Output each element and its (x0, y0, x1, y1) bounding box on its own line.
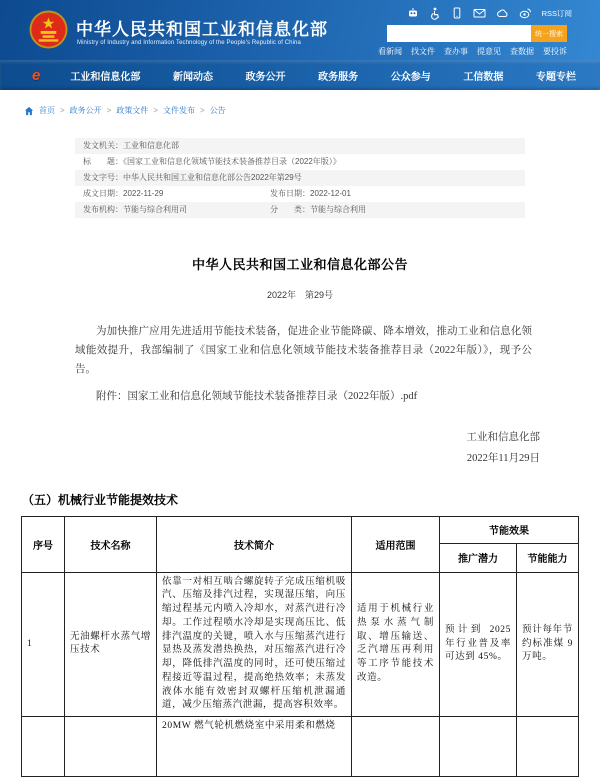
quick-link-complaint[interactable]: 要投诉 (543, 47, 567, 56)
announcement-number: 2022年 第29号 (266, 290, 334, 300)
cell-potential (440, 717, 517, 777)
energy-saving-tech-table (21, 516, 579, 777)
meta-value: 工业和信息化部 (123, 141, 179, 150)
meta-row-title (75, 154, 525, 170)
col-header-capability: 节能能力 (517, 543, 579, 572)
breadcrumb-policy-files[interactable]: 政策文件 (116, 106, 149, 115)
unified-search (387, 25, 567, 42)
breadcrumb-gov-disclosure[interactable]: 政务公开 (69, 106, 102, 115)
document-meta-table (75, 138, 525, 218)
weibo-icon[interactable] (519, 7, 532, 19)
cell-tech-intro: 20MW 燃气轮机燃烧室中采用柔和燃烧 (157, 717, 352, 777)
search-button[interactable]: 统一搜索 (531, 25, 567, 42)
site-title: 中华人民共和国工业和信息化部 (76, 20, 328, 39)
cell-capability (517, 717, 579, 777)
announcement-signer: 工业和信息化部 (466, 431, 540, 443)
meta-label: 成文日期： (83, 189, 123, 198)
nav-item-gov-services[interactable]: 政务服务 (318, 71, 359, 83)
meta-label: 发布机构： (83, 205, 123, 214)
cloud-service-icon[interactable] (496, 7, 509, 19)
col-header-tech-name: 技术名称 (65, 516, 157, 572)
accessibility-icon[interactable] (429, 7, 441, 19)
cell-capability: 预计每年节约标准煤 9 万吨。 (517, 572, 579, 717)
breadcrumb-announcement[interactable]: 公告 (209, 106, 226, 115)
cell-no: 1 (22, 572, 65, 717)
meta-label: 发布日期： (270, 189, 310, 198)
announcement-title: 中华人民共和国工业和信息化部公告 (191, 257, 408, 272)
mail-icon[interactable] (473, 7, 486, 19)
mobile-icon[interactable] (451, 7, 463, 19)
home-icon[interactable] (24, 106, 34, 116)
section-title: （五）机械行业节能提效技术 (22, 492, 179, 507)
breadcrumb-separator: > (106, 106, 112, 115)
robot-assistant-icon[interactable] (407, 7, 419, 19)
national-emblem-logo[interactable] (29, 10, 68, 49)
cell-tech-name: 无油螺杆水蒸气增压技术 (65, 572, 157, 717)
meta-row-issuing-agency (75, 138, 525, 154)
meta-value: 2022-12-01 (310, 189, 351, 198)
breadcrumb-home[interactable]: 首页 (39, 106, 55, 115)
meta-label: 分 类： (270, 205, 310, 214)
rss-subscribe-link[interactable]: RSS订阅 (541, 8, 572, 18)
quick-link-documents[interactable]: 找文件 (411, 47, 435, 56)
cell-no (22, 717, 65, 777)
quick-link-data[interactable]: 查数据 (510, 47, 534, 56)
col-header-scope: 适用范围 (352, 516, 440, 572)
meta-label: 标 题： (83, 157, 123, 166)
quick-link-news[interactable]: 看新闻 (378, 47, 402, 56)
meta-value: 《国家工业和信息化领域节能技术装备推荐目录（2022年版）》 (123, 157, 341, 166)
attachment-pdf-link[interactable]: 附件：国家工业和信息化领域节能技术装备推荐目录（2022年版）.pdf (96, 390, 418, 402)
miit-e-logo[interactable]: e (32, 66, 41, 84)
search-input[interactable] (387, 25, 531, 42)
site-header (0, 0, 600, 60)
cell-scope: 适用于机械行业热泵水蒸气制取、增压输送、乏汽增压再利用等工序节能技术改造。 (352, 572, 440, 717)
nav-item-miit[interactable]: 工业和信息化部 (70, 71, 141, 83)
nav-menu (70, 68, 576, 83)
meta-value: 节能与综合利用 (310, 205, 366, 214)
nav-item-participation[interactable]: 公众参与 (390, 71, 431, 83)
announcement-body: 为加快推广应用先进适用节能技术装备，促进企业节能降碳、降本增效，推动工业和信息化领域能效提升，我部编制了《国家工业和信息化领域节能技术装备推荐目录（2022年版）》，现予公告。 (75, 326, 532, 375)
cell-potential: 预计到 2025 年行业普及率可达到 45%。 (440, 572, 517, 717)
breadcrumb-separator: > (153, 106, 159, 115)
header-quick-links (378, 46, 567, 57)
col-header-effect: 节能效果 (440, 516, 579, 543)
col-header-no: 序号 (22, 516, 65, 572)
main-navigation (0, 60, 600, 90)
quick-link-services[interactable]: 查办事 (444, 47, 468, 56)
meta-value: 中华人民共和国工业和信息化部公告2022年第29号 (123, 173, 302, 182)
meta-row-publisher (75, 202, 525, 218)
cell-tech-intro: 依靠一对相互啮合螺旋转子完成压缩机吸汽、压缩及排汽过程，实现湿压缩，向压缩过程基元内喷入冷却水，对蒸汽进行冷却。工作过程喷水冷却是实现高压比、低排汽温度的关键，喷入水与压缩蒸汽进行显热及蒸发潜热换热，对压缩蒸汽进行冷却，降低排汽温度的同时，还可使压缩过程接近等温过程，提高绝热效率；未蒸发液体水能有效密封双螺杆压缩机泄漏通道，减少压缩蒸汽泄漏，提高容积效率。 (157, 572, 352, 717)
announcement-date: 2022年11月29日 (466, 452, 540, 464)
cell-scope (352, 717, 440, 777)
meta-value: 2022-11-29 (123, 189, 164, 198)
quick-link-feedback[interactable]: 提意见 (477, 47, 501, 56)
nav-item-special-topics[interactable]: 专题专栏 (536, 71, 576, 83)
col-header-tech-intro: 技术简介 (157, 516, 352, 572)
nav-item-news[interactable]: 新闻动态 (172, 71, 213, 83)
nav-item-industry-data[interactable]: 工信数据 (463, 71, 504, 83)
table-row (22, 572, 579, 717)
table-header-row (22, 516, 579, 543)
meta-row-dates (75, 186, 525, 202)
meta-label: 发文字号： (83, 173, 123, 182)
col-header-potential: 推广潜力 (440, 543, 517, 572)
breadcrumb-separator: > (60, 106, 65, 115)
table-row (22, 717, 579, 777)
site-subtitle-en: Ministry of Industry and Information Technology of the People's Republic of China (77, 40, 301, 46)
breadcrumb-file-release[interactable]: 文件发布 (163, 106, 196, 115)
meta-label: 发文机关： (83, 141, 123, 150)
meta-row-doc-number (75, 170, 525, 186)
breadcrumb (24, 105, 600, 116)
meta-value: 节能与综合利用司 (123, 205, 187, 214)
header-utility-icons (407, 7, 572, 19)
cell-tech-name (65, 717, 157, 777)
nav-item-gov-disclosure[interactable]: 政务公开 (245, 71, 286, 83)
breadcrumb-separator: > (200, 106, 205, 115)
